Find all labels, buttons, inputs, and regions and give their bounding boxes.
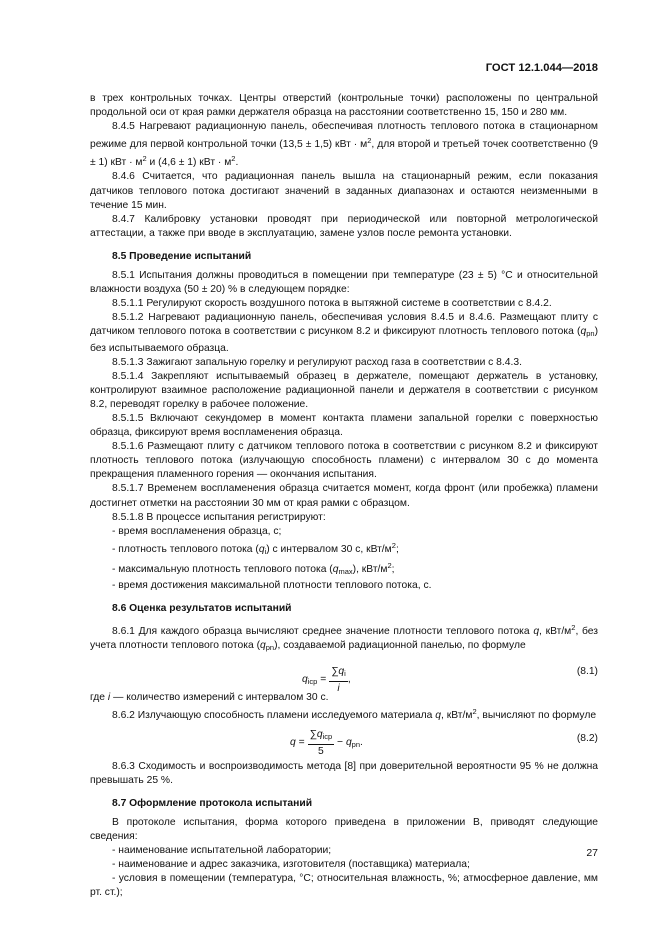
paragraph-8-6-1: 8.6.1 Для каждого образца вычисляют среднее значение плотности теплового потока q, кВт/$м^2$, без учета плотности теплового потока $(q_{pn})$, создаваемой радиационной панелью, по формуле [90, 623, 598, 653]
paragraph-8-5-1-2: 8.5.1.2 Нагревают радиационную панель, обеспечивая условия 8.4.5 и 8.4.6. Размещают плиту с датчиком теплового потока в соответствии с рисунком 8.2 и фиксируют плотность теплового потока $(q_{pn})$ без испытываемого образца. [90, 312, 598, 354]
paragraph-8-7: В протоколе испытания, форма которого приведена в приложении В, приводят следующие сведения: [90, 816, 598, 842]
page-content [90, 92, 598, 900]
formula-8-2-body: q = $\frac{\sum q_{iср}}{5}$ − $q_{pn}$. [290, 728, 363, 759]
formula-8-2-fraction: $\frac{\sum q_{iср}}{5}$ [309, 728, 333, 757]
list-item: - наименование и адрес заказчика, изготовителя (поставщика) материала; [112, 859, 470, 871]
paragraph-8-5-1-5: 8.5.1.5 Включают секундомер в момент контакта пламени запальной горелки с поверхностью образца, фиксируют время воспламенения образца. [90, 412, 598, 439]
paragraph-8-4-5: 8.4.5 Нагревают радиационную панель, обеспечивая плотность теплового потока в стационарном режиме для первой контрольной точки (13,5 ± 1,5) кВт · $м^2$, для второй и третьей точек соответственно (9 ± 1) кВт · $м^2$ и (4,6 ± 1) кВт · $м^2$. [90, 121, 598, 169]
list-item: - максимальную плотность теплового потока $(q_{max})$, кВт/$м^2$; [112, 560, 395, 576]
paragraph-8-6-2: 8.6.2 Излучающую способность пламени исследуемого материала q, кВт/$м^2$, вычисляют по формуле [112, 707, 597, 722]
list-item: - условия в помещении (температура, °С; относительная влажность, %; атмосферное давление, мм рт. ст.); [90, 873, 598, 899]
paragraph-8-4-7: 8.4.7 Калибровку установки проводят при периодической или повторной метрологической аттестации, а также при вводе в эксплуатацию, замене узлов после ремонта установки. [90, 213, 598, 239]
paragraph-where: где i — количество измерений с интервалом 30 с. [90, 692, 329, 704]
list-item: - время достижения максимальной плотности теплового потока, с. [112, 580, 432, 591]
formula-8-1-number: (8.1) [576, 666, 598, 678]
paragraph-8-5-1-7: 8.5.1.7 Временем воспламенения образца считается момент, когда фронт (или пробежка) пламени достигнет отметки на расстоянии 30 мм от края рамки с образцом. [90, 483, 598, 509]
formula-8-1-body: $q_{iср}$ = $\frac{\sum q_i}{i}$ , [302, 665, 351, 696]
section-heading-8-6: 8.6 Оценка результатов испытаний [112, 603, 292, 615]
paragraph-8-5-1-6: 8.5.1.6 Размещают плиту с датчиком теплового потока в соответствии с рисунком 8.2 и фиксируют плотность теплового потока (излучающую способность пламени) с интервалом 30 с до момента прекращения пламенного горения — окончания испытания. [90, 441, 598, 481]
section-heading-8-5: 8.5 Проведение испытаний [112, 250, 252, 262]
formula-8-1-fraction: $\frac{\sum q_i}{i}$ [331, 666, 346, 695]
paragraph-continuation: в трех контрольных точках. Центры отверстий (контрольные точки) расположены по центральной продольной оси от края рамки держателя образца на расстоянии соответственно 15, 150 и 280 мм. [90, 93, 598, 119]
list-item: - наименование испытательной лаборатории; [112, 845, 332, 857]
list-item: - плотность теплового потока $(q_i)$ с интервалом 30 с, кВт/$м^2$; [112, 540, 399, 556]
paragraph-8-5-1-3: 8.5.1.3 Зажигают запальную горелку и регулируют расход газа в соответствии с 8.4.3. [112, 356, 522, 368]
paragraph-8-5-1-1: 8.5.1.1 Регулируют скорость воздушного потока в вытяжной системе в соответствии с 8.4.2. [112, 298, 552, 310]
paragraph-8-5-1-4: 8.5.1.4 Закрепляют испытываемый образец в держателе, помещают держатель в установку, контролируют взаимное расположение радиационной панели и держателя в соответствии с рисунком 8.2, переводят горелку в рабочее положение. [90, 370, 598, 410]
paragraph-8-4-6: 8.4.6 Считается, что радиационная панель вышла на стационарный режим, если показания датчиков теплового потока достигают значений в заданных диапазонах и остаются неизменными в течение 15 мин. [90, 171, 598, 211]
formula-8-2 [90, 722, 598, 760]
formula-8-2-number: (8.2) [576, 732, 598, 744]
paragraph-8-6-3: 8.6.3 Сходимость и воспроизводимость метода [8] при доверительной вероятности 95 % не должна превышать 25 %. [90, 760, 598, 786]
document-header-code: ГОСТ 12.1.044—2018 [485, 62, 598, 74]
paragraph-8-5-1-8: 8.5.1.8 В процессе испытания регистрируют: [112, 511, 326, 523]
paragraph-8-5-1: 8.5.1 Испытания должны проводиться в помещении при температуре (23 ± 5) °С и относительной влажности воздуха (50 ± 20) % в следующем порядке: [90, 270, 598, 296]
formula-8-1 [90, 655, 598, 695]
section-heading-8-7: 8.7 Оформление протокола испытаний [112, 797, 313, 809]
page-number: 27 [586, 847, 598, 859]
list-item: - время воспламенения образца, с; [112, 525, 282, 537]
